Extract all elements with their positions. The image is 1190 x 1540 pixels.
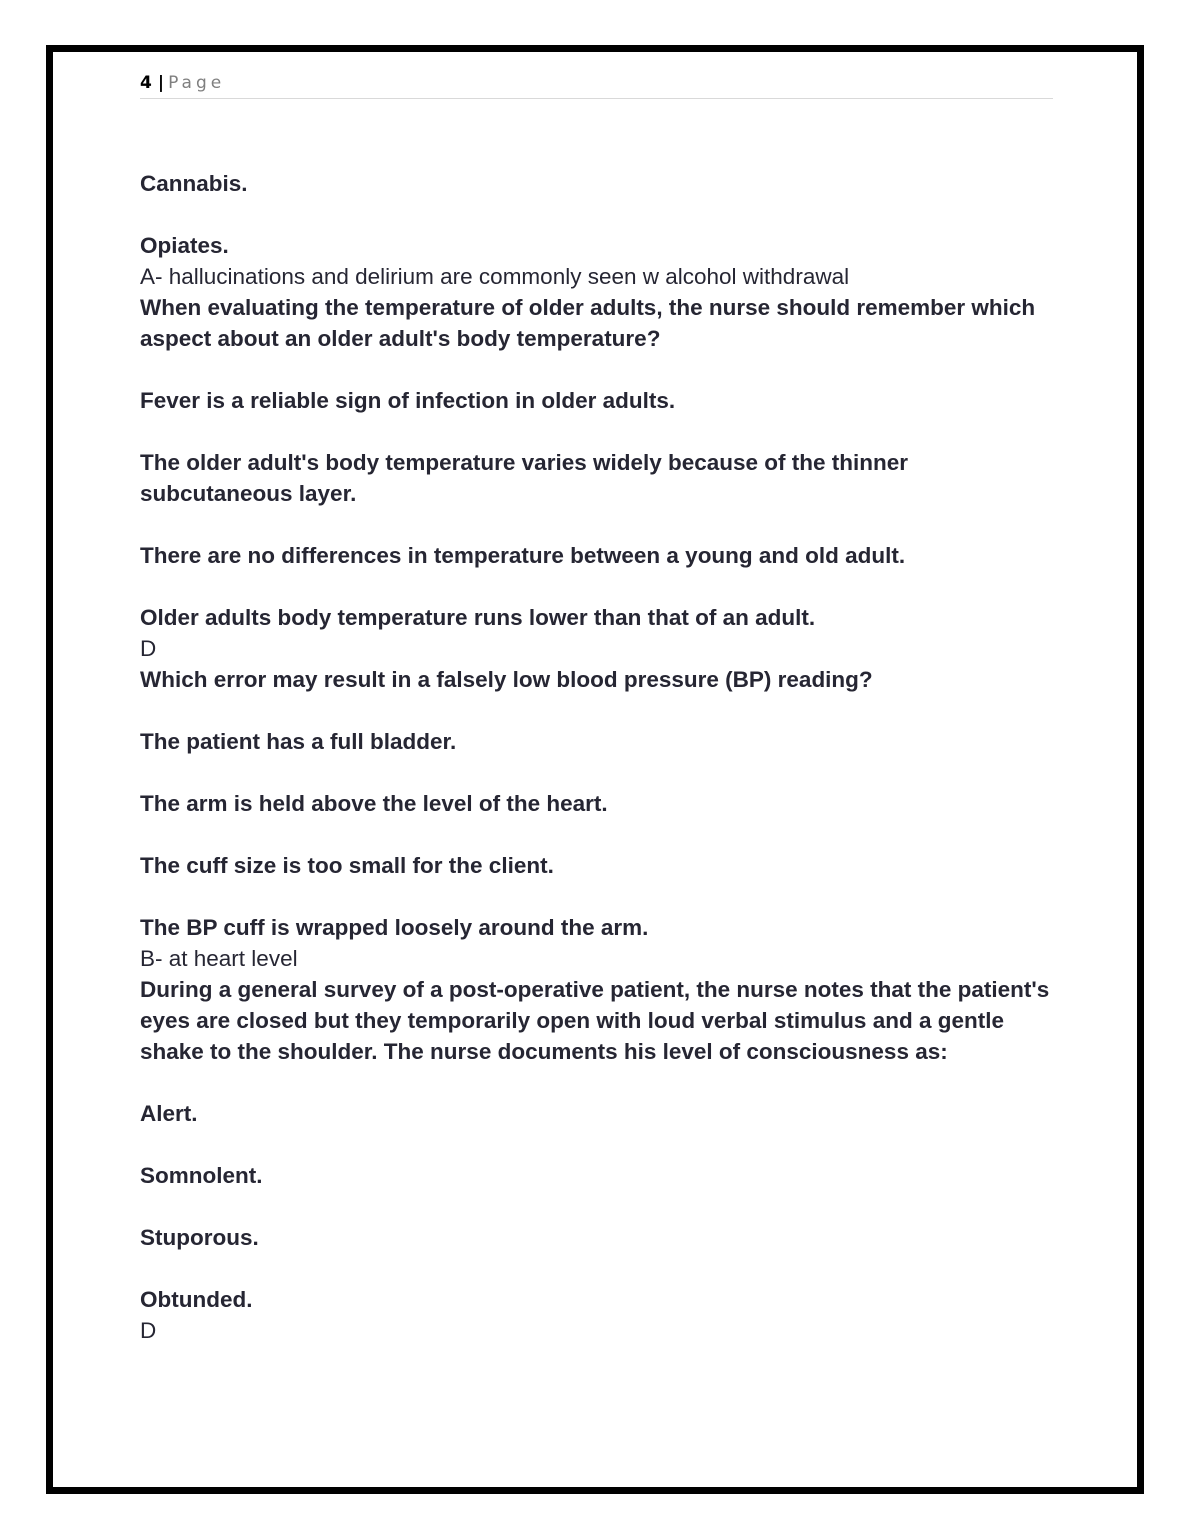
answer-option: Alert. [140, 1101, 198, 1126]
answer-option: Stuporous. [140, 1225, 259, 1250]
answer-key: D [140, 636, 157, 661]
page-header [140, 72, 1053, 99]
answer-option: The cuff size is too small for the client. [140, 853, 554, 878]
header-separator: | [157, 73, 165, 93]
page-label: Page [168, 73, 226, 93]
answer-option: Somnolent. [140, 1163, 263, 1188]
answer-rationale: A- hallucinations and delirium are commonly seen w alcohol withdrawal [140, 264, 850, 289]
question-text: During a general survey of a post-operative patient, the nurse notes that the patient's eyes are closed but they temporarily open with loud verbal stimulus and a gentle shake to the shoulder. The nurse documents his level of consciousness as: [140, 977, 1050, 1064]
answer-option: Cannabis. [140, 171, 248, 196]
answer-rationale: B- at heart level [140, 946, 298, 971]
document-body [140, 168, 1055, 1346]
answer-option: Older adults body temperature runs lower than that of an adult. [140, 605, 816, 630]
answer-option: Obtunded. [140, 1287, 253, 1312]
answer-option: There are no differences in temperature between a young and old adult. [140, 543, 906, 568]
answer-key: D [140, 1318, 157, 1343]
question-text: When evaluating the temperature of older adults, the nurse should remember which aspect about an older adult's body temperature? [140, 295, 1036, 351]
answer-option: The older adult's body temperature varies widely because of the thinner subcutaneous layer. [140, 450, 909, 506]
answer-option: Opiates. [140, 233, 229, 258]
answer-option: The BP cuff is wrapped loosely around the arm. [140, 915, 649, 940]
question-text: Which error may result in a falsely low blood pressure (BP) reading? [140, 667, 873, 692]
answer-option: Fever is a reliable sign of infection in older adults. [140, 388, 676, 413]
answer-option: The arm is held above the level of the heart. [140, 791, 608, 816]
page-number: 4 [140, 73, 152, 93]
answer-option: The patient has a full bladder. [140, 729, 457, 754]
